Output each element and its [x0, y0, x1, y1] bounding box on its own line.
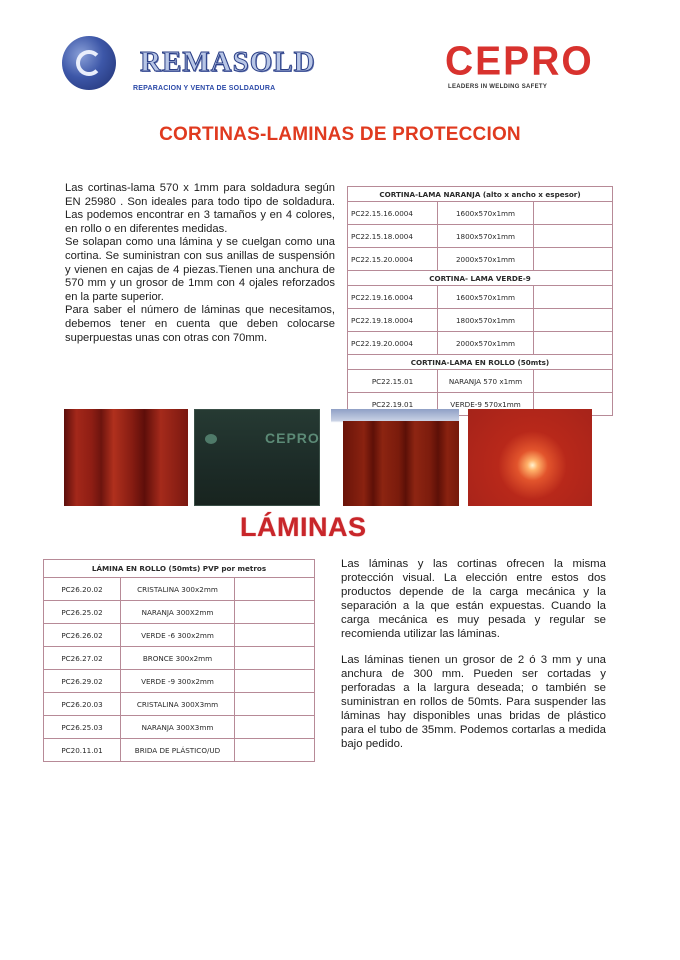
price-cell [235, 578, 315, 601]
product-desc: VERDE -9 300x2mm [121, 670, 235, 693]
remasold-logo-text: REMASOLD [140, 46, 316, 78]
laminas-paragraph: Las láminas y las cortinas ofrecen la misma protección visual. La elección entre estos dos productos depende de la carga mecánica y la separación a la que están expuestas. Cuando la carga mecánica es muy pesada y regular se recomienda utilizar las láminas. [341, 558, 606, 640]
product-size: 2000x570x1mm [438, 248, 534, 271]
table-row [348, 370, 613, 393]
product-code: PC22.19.18.0004 [348, 309, 438, 332]
table-row [348, 202, 613, 225]
product-size: 2000x570x1mm [438, 332, 534, 355]
product-desc: NARANJA 300X3mm [121, 716, 235, 739]
price-cell [534, 225, 613, 248]
price-cell [534, 286, 613, 309]
remasold-tagline: REPARACION Y VENTA DE SOLDADURA [133, 85, 276, 92]
cortina-price-table [347, 186, 613, 416]
laminas-paragraph: Las láminas tienen un grosor de 2 ó 3 mm y una anchura de 300 mm. Pueden ser cortadas y perforadas a la largura deseada; o también se suministran en rollos de 50mts. Para suspender las láminas hay disponibles unas bridas de plástico para el tubo de 35mm. Podemos cortarlas a medida bajo pedido. [341, 654, 606, 750]
logo-mark-icon [205, 434, 217, 444]
table-section-heading [44, 560, 315, 578]
price-cell [534, 332, 613, 355]
laminas-price-table [43, 559, 315, 762]
price-cell [235, 670, 315, 693]
product-code: PC22.15.20.0004 [348, 248, 438, 271]
laminas-heading: LÁMINAS [240, 512, 367, 542]
table-row [44, 716, 315, 739]
product-desc: CRISTALINA 300x2mm [121, 578, 235, 601]
table-row [348, 225, 613, 248]
table-row [348, 286, 613, 309]
product-code: PC26.26.02 [44, 624, 121, 647]
cepro-tagline: LEADERS IN WELDING SAFETY [448, 84, 548, 90]
price-cell [235, 624, 315, 647]
product-size: VERDE-9 570x1mm [438, 393, 534, 416]
product-code: PC22.15.18.0004 [348, 225, 438, 248]
product-code: PC20.11.01 [44, 739, 121, 762]
intro-paragraph: Se solapan como una lámina y se cuelgan como una cortina. Se suministran con sus anillas de suspensión y vienen en cajas de 4 piezas.Tienen una anchura de 570 mm y un grosor de 1mm con 4 ojales reforzados en la parte superior. [65, 236, 335, 303]
product-code: PC22.19.01 [348, 393, 438, 416]
product-code: PC26.25.03 [44, 716, 121, 739]
photo-orange-curtains [64, 409, 188, 506]
page-title: CORTINAS-LAMINAS DE PROTECCION [159, 124, 521, 145]
table-row [44, 601, 315, 624]
product-desc: BRIDA DE PLÁSTICO/UD [121, 739, 235, 762]
product-code: PC22.15.01 [348, 370, 438, 393]
product-code: PC26.25.02 [44, 601, 121, 624]
table-row [348, 309, 613, 332]
photo-green-sheet [194, 409, 320, 506]
price-cell [235, 716, 315, 739]
photo-hanging-curtain [331, 409, 459, 506]
product-code: PC26.20.03 [44, 693, 121, 716]
table-row [348, 332, 613, 355]
product-desc: BRONCE 300x2mm [121, 647, 235, 670]
product-code: PC26.20.02 [44, 578, 121, 601]
product-desc: CRISTALINA 300X3mm [121, 693, 235, 716]
product-desc: VERDE -6 300x2mm [121, 624, 235, 647]
laminas-table-heading: LÁMINA EN ROLLO (50mts) PVP por metros [44, 560, 315, 578]
table-row [44, 670, 315, 693]
laminas-description [341, 558, 606, 765]
intro-paragraph: Para saber el número de láminas que necesitamos, debemos tener en cuenta que deben colocarse superpuestas unas con otras con 70mm. [65, 304, 335, 344]
product-size: 1600x570x1mm [438, 202, 534, 225]
price-cell [534, 370, 613, 393]
product-code: PC22.15.16.0004 [348, 202, 438, 225]
product-size: 1600x570x1mm [438, 286, 534, 309]
price-cell [235, 601, 315, 624]
globe-icon [76, 50, 102, 76]
intro-paragraph: Las cortinas-lama 570 x 1mm para soldadura según EN 25980 . Son ideales para todo tipo de soldadura. Las podemos encontrar en 3 tamaños y en 4 colores, en rollo o en diferentes medidas. [65, 182, 335, 235]
section-heading-naranja: CORTINA-LAMA NARANJA (alto x ancho x espesor) [348, 187, 613, 202]
product-desc: NARANJA 300X2mm [121, 601, 235, 624]
table-row [44, 739, 315, 762]
price-cell [534, 248, 613, 271]
cepro-logo-text: CEPRO [445, 38, 594, 85]
product-code: PC22.19.16.0004 [348, 286, 438, 309]
table-row [44, 647, 315, 670]
table-row [348, 248, 613, 271]
section-heading-verde: CORTINA- LAMA VERDE-9 [348, 271, 613, 286]
product-code: PC26.27.02 [44, 647, 121, 670]
product-size: 1800x570x1mm [438, 225, 534, 248]
curtain-strips [343, 421, 459, 506]
table-section-heading [348, 187, 613, 202]
product-code: PC22.19.20.0004 [348, 332, 438, 355]
table-section-heading [348, 355, 613, 370]
table-row [44, 624, 315, 647]
price-cell [534, 202, 613, 225]
price-cell [235, 693, 315, 716]
price-cell [235, 739, 315, 762]
remasold-globe-logo [62, 36, 116, 90]
intro-text [65, 182, 335, 345]
product-size: NARANJA 570 x1mm [438, 370, 534, 393]
product-size: 1800x570x1mm [438, 309, 534, 332]
photo-welding-sparks [468, 409, 592, 506]
table-row [44, 578, 315, 601]
photo-sheet-logo: CEPRO [265, 430, 320, 446]
table-section-heading [348, 271, 613, 286]
price-cell [534, 309, 613, 332]
product-code: PC26.29.02 [44, 670, 121, 693]
price-cell [235, 647, 315, 670]
table-row [44, 693, 315, 716]
section-heading-rollo: CORTINA-LAMA EN ROLLO (50mts) [348, 355, 613, 370]
